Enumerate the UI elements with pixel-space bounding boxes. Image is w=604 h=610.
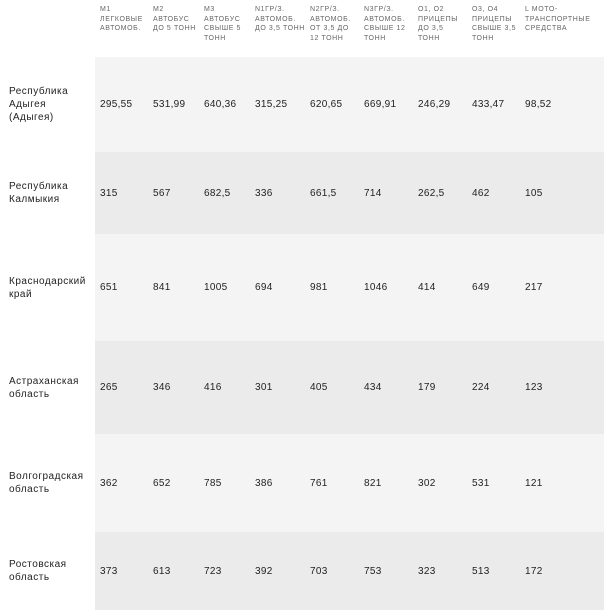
table-row bbox=[0, 341, 604, 434]
value-cell: 682,5 bbox=[199, 152, 250, 234]
value-cell: 121 bbox=[520, 434, 604, 532]
region-cell: Республика Адыгея (Адыгея) bbox=[0, 57, 95, 152]
table-row bbox=[0, 57, 604, 152]
value-cell: 224 bbox=[467, 341, 520, 434]
table-row bbox=[0, 434, 604, 532]
value-cell: 723 bbox=[199, 532, 250, 610]
value-cell: 761 bbox=[305, 434, 359, 532]
value-cell: 714 bbox=[359, 152, 413, 234]
value-cell: 172 bbox=[520, 532, 604, 610]
region-cell: Астраханская область bbox=[0, 341, 95, 434]
value-cell: 301 bbox=[250, 341, 305, 434]
header-l: L МОТО-ТРАНСПОРТНЫЕ СРЕДСТВА bbox=[520, 0, 604, 57]
value-cell: 336 bbox=[250, 152, 305, 234]
value-cell: 315 bbox=[95, 152, 148, 234]
value-cell: 531,99 bbox=[148, 57, 199, 152]
value-cell: 416 bbox=[199, 341, 250, 434]
value-cell: 295,55 bbox=[95, 57, 148, 152]
value-cell: 217 bbox=[520, 234, 604, 341]
header-m1: M1 ЛЕГКОВЫЕ АВТОМОБ. bbox=[95, 0, 148, 57]
value-cell: 392 bbox=[250, 532, 305, 610]
value-cell: 386 bbox=[250, 434, 305, 532]
value-cell: 669,91 bbox=[359, 57, 413, 152]
table-row bbox=[0, 532, 604, 610]
value-cell: 613 bbox=[148, 532, 199, 610]
header-n1: N1ГР/З. АВТОМОБ. ДО 3,5 ТОНН bbox=[250, 0, 305, 57]
value-cell: 105 bbox=[520, 152, 604, 234]
value-cell: 433,47 bbox=[467, 57, 520, 152]
value-cell: 1046 bbox=[359, 234, 413, 341]
value-cell: 1005 bbox=[199, 234, 250, 341]
value-cell: 323 bbox=[413, 532, 467, 610]
header-row bbox=[0, 0, 604, 57]
value-cell: 346 bbox=[148, 341, 199, 434]
value-cell: 405 bbox=[305, 341, 359, 434]
value-cell: 265 bbox=[95, 341, 148, 434]
value-cell: 703 bbox=[305, 532, 359, 610]
value-cell: 694 bbox=[250, 234, 305, 341]
header-o1-o2: O1, O2 ПРИЦЕПЫ ДО 3,5 ТОНН bbox=[413, 0, 467, 57]
value-cell: 98,52 bbox=[520, 57, 604, 152]
region-cell: Волгоградская область bbox=[0, 434, 95, 532]
value-cell: 123 bbox=[520, 341, 604, 434]
value-cell: 362 bbox=[95, 434, 148, 532]
header-n3: N3ГР/З. АВТОМОБ. СВЫШЕ 12 ТОНН bbox=[359, 0, 413, 57]
region-cell: Краснодарский край bbox=[0, 234, 95, 341]
value-cell: 513 bbox=[467, 532, 520, 610]
value-cell: 531 bbox=[467, 434, 520, 532]
value-cell: 753 bbox=[359, 532, 413, 610]
value-cell: 414 bbox=[413, 234, 467, 341]
region-cell: Республика Калмыкия bbox=[0, 152, 95, 234]
value-cell: 179 bbox=[413, 341, 467, 434]
value-cell: 785 bbox=[199, 434, 250, 532]
header-m2: M2 АВТОБУС ДО 5 ТОНН bbox=[148, 0, 199, 57]
value-cell: 302 bbox=[413, 434, 467, 532]
value-cell: 640,36 bbox=[199, 57, 250, 152]
value-cell: 841 bbox=[148, 234, 199, 341]
value-cell: 981 bbox=[305, 234, 359, 341]
value-cell: 649 bbox=[467, 234, 520, 341]
value-cell: 821 bbox=[359, 434, 413, 532]
value-cell: 620,65 bbox=[305, 57, 359, 152]
header-o3-o4: O3, O4 ПРИЦЕПЫ СВЫШЕ 3,5 ТОНН bbox=[467, 0, 520, 57]
value-cell: 661,5 bbox=[305, 152, 359, 234]
value-cell: 262,5 bbox=[413, 152, 467, 234]
value-cell: 373 bbox=[95, 532, 148, 610]
value-cell: 462 bbox=[467, 152, 520, 234]
header-m3: M3 АВТОБУС СВЫШЕ 5 ТОНН bbox=[199, 0, 250, 57]
header-region bbox=[0, 0, 95, 57]
value-cell: 567 bbox=[148, 152, 199, 234]
table-row bbox=[0, 234, 604, 341]
table-row bbox=[0, 152, 604, 234]
value-cell: 651 bbox=[95, 234, 148, 341]
header-n2: N2ГР/З. АВТОМОБ. ОТ 3,5 ДО 12 ТОНН bbox=[305, 0, 359, 57]
value-cell: 246,29 bbox=[413, 57, 467, 152]
value-cell: 434 bbox=[359, 341, 413, 434]
value-cell: 315,25 bbox=[250, 57, 305, 152]
value-cell: 652 bbox=[148, 434, 199, 532]
region-cell: Ростовская область bbox=[0, 532, 95, 610]
